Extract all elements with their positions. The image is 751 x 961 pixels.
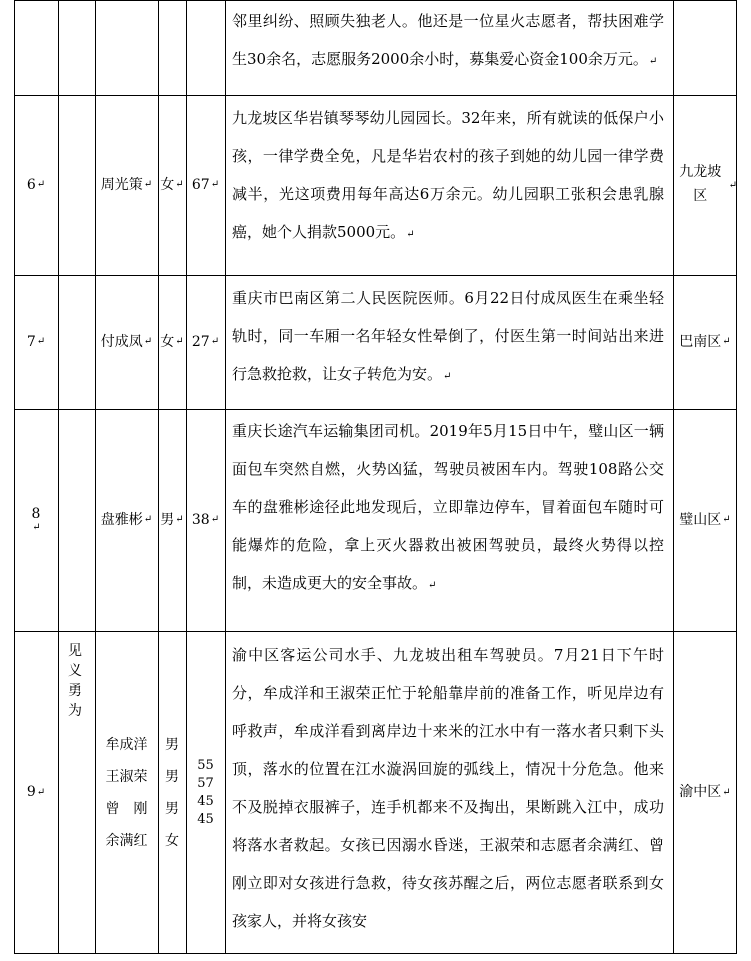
paragraph-mark: ↵ (210, 179, 220, 190)
paragraph-mark: ↵ (36, 179, 46, 190)
description-text: 邻里纠纷、照顾失独老人。他还是一位星火志愿者，帮扶困难学生30余名，志愿服务2000余小时，募集爱心资金100余万元。 (232, 12, 664, 68)
genders-list (158, 631, 186, 954)
description-text: 渝中区客运公司水手、九龙坡出租车驾驶员。7月21日下午时分，牟成洋和王淑荣正忙于轮船靠岸前的准备工作，听见岸边有呼救声，牟成洋看到离岸边十来米的江水中有一落水者只剩下头顶，落水的位置在江水漩涡回旋的弧线上，情况十分危急。他来不及脱掉衣服裤子，连手机都来不及掏出，果断跳入江中，成功将落水者救起。女孩已因溺水昏迷，王淑荣和志愿者余满红、曾刚立即对女孩进行急救，待女孩苏醒之后，两位志愿者联系到女孩家人，并将女孩安 (232, 646, 664, 930)
description (232, 636, 664, 948)
gender-text: 男 (165, 800, 179, 817)
paragraph-mark: ↵ (722, 336, 731, 347)
paragraph-mark: ↵ (443, 371, 452, 382)
person-name-text: 周光策 (100, 176, 143, 193)
description-text: 重庆市巴南区第二人民医院医师。6月22日付成凤医生在乘坐轻轨时，同一车厢一名年轻女性晕倒了，付医生第一时间站出来进行急救抢救，让女子转危为安。 (232, 289, 664, 383)
row-number (14, 631, 58, 954)
paragraph-mark: ↵ (175, 336, 184, 347)
paragraph-mark: ↵ (175, 514, 184, 525)
person-name-text: 付成凤 (100, 333, 143, 350)
paragraph-mark: ↵ (210, 514, 220, 525)
district-text: 巴南区 (679, 333, 722, 350)
row-number (14, 409, 58, 631)
paragraph-mark: ↵ (143, 179, 153, 190)
person-name (95, 275, 158, 409)
gender-text: 女 (160, 176, 175, 193)
age-text: 45 (197, 793, 214, 809)
district (673, 95, 737, 275)
row-number (14, 275, 58, 409)
paragraph-mark: ↵ (36, 336, 46, 347)
row-number-text: 6 (26, 176, 36, 193)
category-cell (58, 631, 95, 954)
gender (158, 409, 186, 631)
description (232, 412, 664, 628)
row-number (14, 95, 58, 275)
district (673, 275, 737, 409)
paragraph-mark: ↵ (722, 786, 731, 798)
age-text: 45 (197, 811, 214, 827)
age (186, 95, 225, 275)
row-number-text: 8 (31, 505, 41, 522)
age-text: 38 (191, 511, 210, 528)
district (673, 409, 737, 631)
person-name-text: 盘雅彬 (100, 511, 143, 528)
row-number-text: 7 (26, 333, 36, 350)
description (232, 99, 664, 271)
column-divider (225, 0, 226, 954)
age-text: 27 (191, 333, 210, 350)
district-text: 九龙坡区 (679, 164, 722, 204)
district-text: 璧山区 (679, 511, 722, 528)
names-list (95, 631, 158, 954)
description (232, 279, 664, 405)
paragraph-mark: ↵ (175, 179, 184, 190)
gender-text: 男 (165, 768, 179, 785)
row-number-text: 9 (26, 784, 36, 801)
district (673, 631, 737, 954)
paragraph-mark: ↵ (210, 336, 220, 347)
person-name (95, 409, 158, 631)
table-row (232, 2, 664, 92)
age (186, 275, 225, 409)
gender-text: 男 (160, 511, 175, 528)
paragraph-mark: ↵ (143, 336, 153, 347)
person-name (95, 95, 158, 275)
person-name: 王淑荣 (105, 768, 148, 785)
age-text: 55 (197, 757, 214, 773)
gender (158, 275, 186, 409)
ages-list (186, 631, 225, 954)
paragraph-mark: ↵ (143, 514, 153, 525)
paragraph-mark: ↵ (36, 786, 46, 798)
age-text: 67 (191, 176, 210, 193)
category-text: 见义勇为 (68, 643, 82, 719)
gender-text: 女 (165, 832, 179, 849)
paragraph-mark: ↵ (406, 229, 415, 240)
gender-text: 女 (160, 333, 175, 350)
age (186, 409, 225, 631)
paragraph-mark: ↵ (428, 580, 437, 591)
age-text: 57 (197, 775, 214, 791)
description-text: 重庆长途汽车运输集团司机。2019年5月15日中午，璧山区一辆面包车突然自燃，火势凶猛，驾驶员被困车内。驾驶108路公交车的盘雅彬途径此地发现后，立即靠边停车，冒着面包车随时可能爆炸的危险，拿上灭火器救出被困驾驶员，最终火势得以控制，未造成更大的安全事故。 (232, 422, 664, 592)
paragraph-mark: ↵ (648, 56, 658, 67)
person-name: 曾 刚 (105, 800, 148, 817)
gender (158, 95, 186, 275)
paragraph-mark: ↵ (32, 522, 41, 534)
person-name: 余满红 (105, 832, 148, 849)
gender-text: 男 (165, 736, 179, 753)
paragraph-mark: ↵ (728, 179, 737, 191)
district-text: 渝中区 (679, 784, 722, 801)
description-text: 九龙坡区华岩镇琴琴幼儿园园长。32年来，所有就读的低保户小孩，一律学费全免，凡是华岩农村的孩子到她的幼儿园一律学费减半，光这项费用每年高达6万余元。幼儿园职工张积会患乳腺癌，她个人捐款5000元。 (232, 109, 664, 241)
paragraph-mark: ↵ (722, 514, 731, 525)
person-name: 牟成洋 (105, 736, 148, 753)
